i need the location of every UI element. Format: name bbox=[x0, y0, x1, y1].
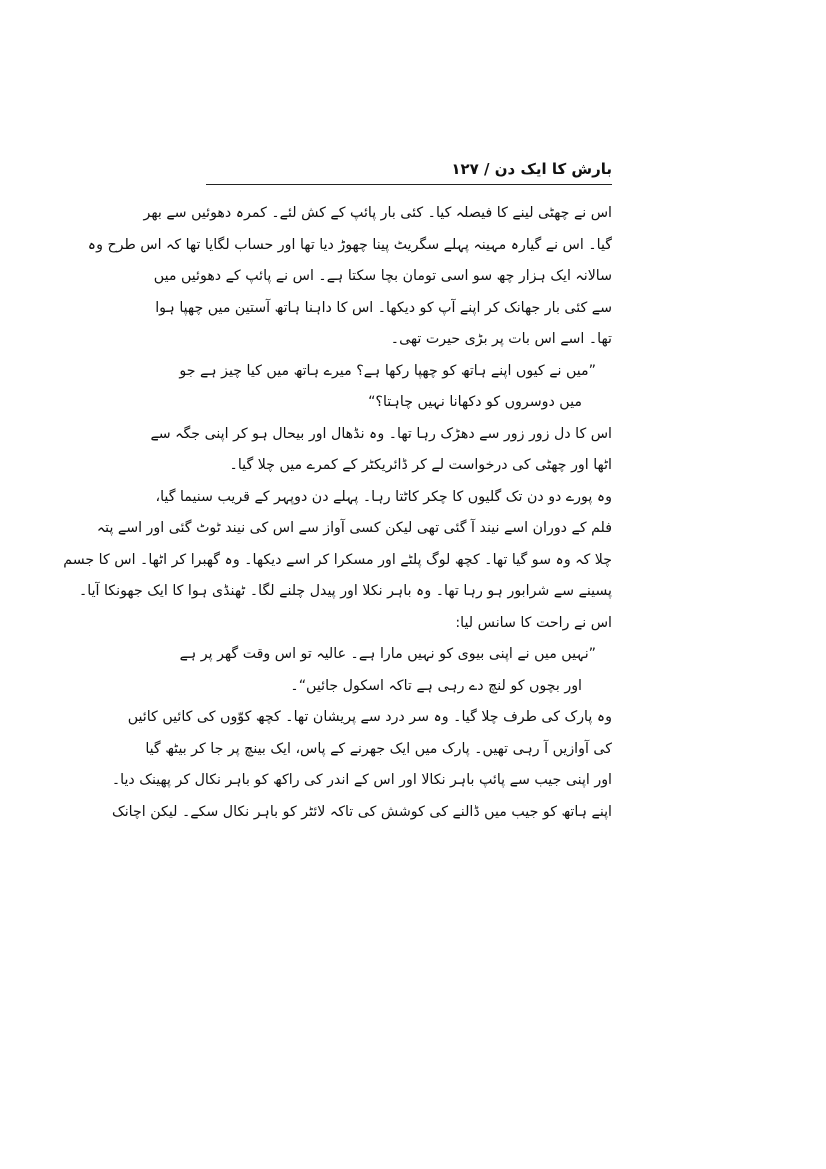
text-line: اس نے چھٹی لینے کا فیصلہ کیا۔ کئی بار پائپ کے کش لئے۔ کمرہ دھوئیں سے بھر bbox=[143, 205, 612, 221]
text-line: سے کئی بار جھانک کر اپنے آپ کو دیکھا۔ اس کا داہنا ہاتھ آستین میں چھپا ہوا bbox=[155, 299, 612, 316]
text-line: اپنے ہاتھ کو جیب میں ڈالنے کی کوشش کی تاکہ لائٹر کو باہر نکال سکے۔ لیکن اچانک bbox=[112, 803, 612, 820]
quote-line: ”نہیں میں نے اپنی بیوی کو نہیں مارا ہے۔ عالیہ تو اس وقت گھر پر ہے bbox=[179, 646, 596, 662]
text-line: تھا۔ اسے اس بات پر بڑی حیرت تھی۔ bbox=[390, 331, 612, 347]
text-line: پسینے سے شرابور ہو رہا تھا۔ وہ باہر نکلا اور پیدل چلنے لگا۔ ٹھنڈی ہوا کا ایک جھونکا آیا۔ bbox=[78, 583, 612, 599]
text-line: کی آوازیں آ رہی تھیں۔ پارک میں ایک جھرنے کے پاس، ایک بینچ پر جا کر بیٹھ گیا bbox=[145, 740, 612, 757]
text-line: اس کا دل زور زور سے دھڑک رہا تھا۔ وہ نڈھال اور بیحال ہو کر اپنی جگہ سے bbox=[150, 425, 612, 442]
text-line: وہ پارک کی طرف چلا گیا۔ وہ سر درد سے پریشان تھا۔ کچھ کوّوں کی کائیں کائیں bbox=[127, 709, 612, 725]
text-line: وہ پورے دو دن تک گلیوں کا چکر کاٹتا رہا۔ پہلے دن دوپہر کے قریب سنیما گیا، bbox=[155, 488, 612, 505]
quote-line: اور بچوں کو لنچ دے رہی ہے تاکہ اسکول جائیں“۔ bbox=[290, 677, 582, 694]
text-line: اٹھا اور چھٹی کی درخواست لے کر ڈائریکٹر کے کمرے میں چلا گیا۔ bbox=[229, 457, 612, 473]
body-text bbox=[63, 198, 612, 828]
running-header bbox=[206, 158, 612, 185]
text-line: فلم کے دوران اسے نیند آ گئی تھی لیکن کسی آواز سے اس کی نیند ٹوٹ گئی اور اسے پتہ bbox=[96, 520, 612, 536]
header-title: بارش کا ایک دن / ۱۲۷ bbox=[451, 160, 612, 178]
quote-line: ”میں نے کیوں اپنے ہاتھ کو چھپا رکھا ہے؟ میرے ہاتھ میں کیا چیز ہے جو bbox=[179, 362, 596, 379]
text-line: اس نے راحت کا سانس لیا: bbox=[455, 614, 612, 631]
text-line: سالانہ ایک ہزار چھ سو اسی تومان بچا سکتا ہے۔ اس نے پائپ کے دھوئیں میں bbox=[153, 268, 612, 284]
text-line: اور اپنی جیب سے پائپ باہر نکالا اور اس کے اندر کی راکھ کو باہر نکال کر پھینک دیا۔ bbox=[111, 772, 612, 788]
quote-line: میں دوسروں کو دکھانا نہیں چاہتا؟“ bbox=[368, 394, 582, 410]
text-line: چلا کہ وہ سو گیا تھا۔ کچھ لوگ پلٹے اور مسکرا کر اسے دیکھا۔ وہ گھبرا کر اٹھا۔ اس کا جسم bbox=[63, 551, 612, 568]
text-line: گیا۔ اس نے گیارہ مہینہ پہلے سگریٹ پینا چھوڑ دیا تھا اور حساب لگایا تھا کہ اس طرح وہ bbox=[87, 236, 612, 253]
